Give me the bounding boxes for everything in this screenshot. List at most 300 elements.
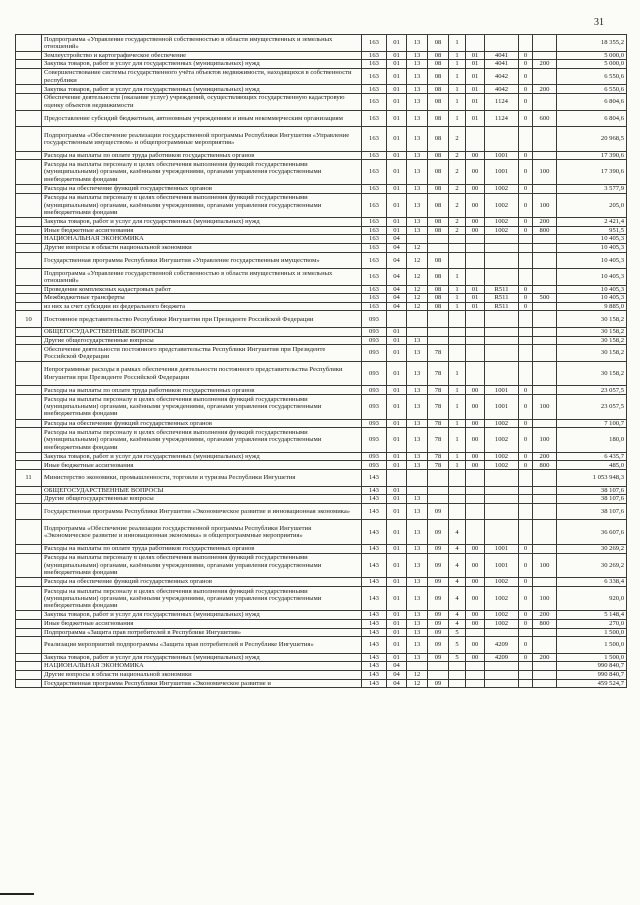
code-ministry: 143	[362, 470, 387, 487]
code-extra: 0	[519, 110, 533, 127]
code-expense-type: 100	[533, 395, 557, 420]
code-expense-type	[533, 93, 557, 110]
expense-name: Землеустройство и картографическое обеспечение	[42, 51, 362, 60]
expense-name: Государственная программа Республики Ингушетия «Экономическое развитие и	[42, 679, 362, 688]
row-number	[16, 269, 42, 286]
code-expense-type	[533, 486, 557, 495]
row-number	[16, 193, 42, 218]
expense-name: из них за счет субсидии из федерального бюджета	[42, 302, 362, 311]
code-ministry: 143	[362, 553, 387, 578]
code-program: 08	[428, 35, 449, 52]
code-program: 78	[428, 419, 449, 428]
table-row	[16, 127, 627, 152]
code-direction: 1002	[485, 452, 519, 461]
row-number	[16, 452, 42, 461]
code-program: 08	[428, 269, 449, 286]
code-program	[428, 243, 449, 252]
code-ministry: 143	[362, 637, 387, 654]
row-number	[16, 85, 42, 94]
code-direction: 1124	[485, 110, 519, 127]
code-section: 01	[387, 544, 407, 553]
code-expense-type	[533, 184, 557, 193]
row-number	[16, 520, 42, 545]
row-number	[16, 628, 42, 637]
amount: 1 500,0	[557, 637, 627, 654]
code-subprogram	[449, 495, 466, 504]
code-event	[466, 503, 485, 520]
row-number	[16, 51, 42, 60]
code-expense-type	[533, 302, 557, 311]
code-ministry: 163	[362, 252, 387, 269]
code-subsection: 12	[407, 243, 428, 252]
code-ministry: 093	[362, 345, 387, 362]
code-section: 01	[387, 637, 407, 654]
code-extra: 0	[519, 419, 533, 428]
row-number	[16, 586, 42, 611]
code-subsection: 13	[407, 611, 428, 620]
code-subsection: 13	[407, 160, 428, 185]
row-number	[16, 252, 42, 269]
code-extra: 0	[519, 226, 533, 235]
table-row	[16, 395, 627, 420]
code-expense-type: 200	[533, 653, 557, 662]
code-subprogram: 1	[449, 361, 466, 386]
code-ministry: 163	[362, 184, 387, 193]
row-number	[16, 495, 42, 504]
expense-name: Обеспечение деятельности (оказание услуг) учреждений, осуществляющих государственную кадастровую оценку объектов недвижимости	[42, 93, 362, 110]
table-row	[16, 218, 627, 227]
code-subprogram: 1	[449, 302, 466, 311]
code-section: 01	[387, 628, 407, 637]
amount: 3 577,9	[557, 184, 627, 193]
code-subprogram: 2	[449, 127, 466, 152]
code-direction	[485, 662, 519, 671]
row-number	[16, 679, 42, 688]
row-number	[16, 670, 42, 679]
table-row	[16, 470, 627, 487]
code-section: 01	[387, 553, 407, 578]
table-row	[16, 285, 627, 294]
code-subprogram: 1	[449, 419, 466, 428]
code-extra: 0	[519, 544, 533, 553]
code-extra	[519, 628, 533, 637]
code-ministry: 163	[362, 35, 387, 52]
code-section: 04	[387, 285, 407, 294]
code-section: 01	[387, 193, 407, 218]
code-subsection	[407, 328, 428, 337]
code-extra	[519, 495, 533, 504]
amount: 20 968,5	[557, 127, 627, 152]
code-extra	[519, 127, 533, 152]
code-ministry: 163	[362, 151, 387, 160]
code-extra: 0	[519, 461, 533, 470]
code-extra: 0	[519, 160, 533, 185]
code-direction	[485, 336, 519, 345]
code-event	[466, 345, 485, 362]
code-expense-type	[533, 679, 557, 688]
code-expense-type: 200	[533, 452, 557, 461]
table-row	[16, 235, 627, 244]
code-program: 08	[428, 160, 449, 185]
code-event	[466, 252, 485, 269]
code-subsection: 12	[407, 670, 428, 679]
code-subprogram: 1	[449, 93, 466, 110]
code-direction	[485, 235, 519, 244]
amount: 10 405,3	[557, 285, 627, 294]
code-section: 01	[387, 395, 407, 420]
table-row	[16, 110, 627, 127]
code-subprogram: 4	[449, 578, 466, 587]
code-subsection: 13	[407, 336, 428, 345]
code-expense-type	[533, 637, 557, 654]
code-subsection: 13	[407, 218, 428, 227]
code-direction	[485, 345, 519, 362]
code-program: 09	[428, 520, 449, 545]
code-subprogram: 1	[449, 386, 466, 395]
amount: 38 107,6	[557, 486, 627, 495]
table-row	[16, 611, 627, 620]
code-expense-type	[533, 386, 557, 395]
code-expense-type	[533, 628, 557, 637]
code-extra	[519, 328, 533, 337]
code-ministry: 143	[362, 503, 387, 520]
amount: 920,0	[557, 586, 627, 611]
code-subsection: 13	[407, 345, 428, 362]
code-direction: 1002	[485, 428, 519, 453]
code-program: 78	[428, 428, 449, 453]
code-program	[428, 235, 449, 244]
code-direction	[485, 670, 519, 679]
code-extra	[519, 345, 533, 362]
expense-name: Министерство экономики, промышленности, торговли и туризма Республики Ингушетия	[42, 470, 362, 487]
row-number	[16, 544, 42, 553]
code-extra: 0	[519, 586, 533, 611]
code-extra	[519, 311, 533, 328]
amount: 951,5	[557, 226, 627, 235]
code-program: 08	[428, 302, 449, 311]
code-direction	[485, 35, 519, 52]
code-section	[387, 311, 407, 328]
expense-name: Государственная программа Республики Ингушетия «Управление государственным имуществом»	[42, 252, 362, 269]
code-event: 00	[466, 419, 485, 428]
code-subsection: 13	[407, 461, 428, 470]
code-subsection: 13	[407, 93, 428, 110]
expense-name: Другие общегосударственные вопросы	[42, 336, 362, 345]
code-subprogram	[449, 336, 466, 345]
code-subprogram: 1	[449, 110, 466, 127]
code-subsection: 13	[407, 85, 428, 94]
code-expense-type: 800	[533, 226, 557, 235]
code-section: 01	[387, 578, 407, 587]
code-expense-type: 100	[533, 586, 557, 611]
code-program	[428, 486, 449, 495]
table-row	[16, 628, 627, 637]
code-ministry: 143	[362, 628, 387, 637]
table-row	[16, 160, 627, 185]
code-direction: 1124	[485, 93, 519, 110]
table-row	[16, 637, 627, 654]
code-program: 08	[428, 226, 449, 235]
expense-name: Подпрограмма «Защита прав потребителей в Республике Ингушетия»	[42, 628, 362, 637]
amount: 30 158,2	[557, 311, 627, 328]
amount: 1 500,0	[557, 628, 627, 637]
code-direction	[485, 311, 519, 328]
code-subsection	[407, 486, 428, 495]
code-ministry: 093	[362, 461, 387, 470]
row-number	[16, 184, 42, 193]
table-row	[16, 386, 627, 395]
code-direction: 1002	[485, 193, 519, 218]
code-event	[466, 520, 485, 545]
code-event	[466, 679, 485, 688]
code-extra: 0	[519, 637, 533, 654]
amount: 38 107,6	[557, 503, 627, 520]
code-ministry: 163	[362, 85, 387, 94]
code-ministry: 163	[362, 226, 387, 235]
code-event: 01	[466, 110, 485, 127]
code-ministry: 093	[362, 311, 387, 328]
code-expense-type: 200	[533, 218, 557, 227]
code-program: 08	[428, 127, 449, 152]
code-extra	[519, 662, 533, 671]
code-subprogram: 1	[449, 85, 466, 94]
code-direction: 1002	[485, 611, 519, 620]
code-expense-type	[533, 495, 557, 504]
code-expense-type: 200	[533, 60, 557, 69]
code-section: 01	[387, 328, 407, 337]
code-event: 00	[466, 461, 485, 470]
code-extra: 0	[519, 184, 533, 193]
code-program: 09	[428, 553, 449, 578]
row-number	[16, 285, 42, 294]
row-number	[16, 419, 42, 428]
code-expense-type	[533, 151, 557, 160]
code-subsection: 13	[407, 193, 428, 218]
code-direction: 1002	[485, 619, 519, 628]
code-subsection: 12	[407, 302, 428, 311]
code-extra: 0	[519, 294, 533, 303]
code-event: 01	[466, 285, 485, 294]
code-event	[466, 670, 485, 679]
code-subsection	[407, 470, 428, 487]
code-ministry: 163	[362, 110, 387, 127]
expense-name: НАЦИОНАЛЬНАЯ ЭКОНОМИКА	[42, 235, 362, 244]
code-ministry: 093	[362, 395, 387, 420]
code-section: 04	[387, 294, 407, 303]
code-event: 00	[466, 193, 485, 218]
expense-name: Совершенствование системы государственного учёта объектов недвижимости, находящихся в собственности республики	[42, 68, 362, 85]
code-ministry: 143	[362, 495, 387, 504]
amount: 6 804,6	[557, 110, 627, 127]
row-number	[16, 336, 42, 345]
table-row	[16, 302, 627, 311]
code-event: 01	[466, 93, 485, 110]
expense-name: Подпрограмма «Обеспечение реализации государственной программы Республики Ингушетия «Управление государственным имуществом» и общепрограммные мероприятия»	[42, 127, 362, 152]
code-event: 00	[466, 586, 485, 611]
row-number	[16, 243, 42, 252]
code-section: 01	[387, 226, 407, 235]
code-subsection: 13	[407, 127, 428, 152]
code-event	[466, 269, 485, 286]
code-subprogram: 1	[449, 269, 466, 286]
code-expense-type: 100	[533, 428, 557, 453]
code-subprogram: 1	[449, 461, 466, 470]
row-number	[16, 395, 42, 420]
row-number	[16, 226, 42, 235]
code-extra: 0	[519, 452, 533, 461]
code-ministry: 093	[362, 452, 387, 461]
code-ministry: 163	[362, 93, 387, 110]
code-expense-type	[533, 670, 557, 679]
code-section: 04	[387, 670, 407, 679]
row-number	[16, 662, 42, 671]
code-section: 04	[387, 243, 407, 252]
code-subprogram: 4	[449, 544, 466, 553]
code-extra: 0	[519, 653, 533, 662]
code-extra: 0	[519, 85, 533, 94]
table-row	[16, 252, 627, 269]
amount: 5 000,0	[557, 51, 627, 60]
table-row	[16, 184, 627, 193]
code-ministry: 143	[362, 662, 387, 671]
row-number	[16, 235, 42, 244]
row-number	[16, 60, 42, 69]
code-program: 08	[428, 85, 449, 94]
code-extra	[519, 269, 533, 286]
table-row	[16, 151, 627, 160]
code-expense-type	[533, 336, 557, 345]
code-extra: 0	[519, 51, 533, 60]
table-row	[16, 679, 627, 688]
amount: 30 269,2	[557, 553, 627, 578]
code-program	[428, 495, 449, 504]
code-section: 01	[387, 520, 407, 545]
code-event: 01	[466, 294, 485, 303]
code-subprogram: 1	[449, 294, 466, 303]
code-ministry: 143	[362, 520, 387, 545]
code-subsection: 13	[407, 428, 428, 453]
code-subprogram	[449, 243, 466, 252]
code-subsection: 13	[407, 226, 428, 235]
code-subsection: 13	[407, 110, 428, 127]
code-event: 00	[466, 218, 485, 227]
code-expense-type	[533, 235, 557, 244]
code-event: 01	[466, 68, 485, 85]
code-direction: 1001	[485, 160, 519, 185]
expense-name: Иные бюджетные ассигнования	[42, 461, 362, 470]
code-program: 78	[428, 345, 449, 362]
code-section: 01	[387, 653, 407, 662]
code-subprogram: 2	[449, 151, 466, 160]
code-program: 08	[428, 60, 449, 69]
expense-name: Иные бюджетные ассигнования	[42, 226, 362, 235]
code-subprogram: 1	[449, 395, 466, 420]
row-number	[16, 461, 42, 470]
code-program: 08	[428, 51, 449, 60]
code-expense-type	[533, 662, 557, 671]
expense-name: Реализация мероприятий подпрограммы «Защита прав потребителей в Республике Ингушетия»	[42, 637, 362, 654]
code-extra: 0	[519, 553, 533, 578]
code-program	[428, 470, 449, 487]
row-number	[16, 611, 42, 620]
table-row	[16, 193, 627, 218]
table-row	[16, 60, 627, 69]
code-extra	[519, 486, 533, 495]
row-number	[16, 361, 42, 386]
code-direction: 4209	[485, 653, 519, 662]
code-direction: 4209	[485, 637, 519, 654]
code-ministry: 163	[362, 285, 387, 294]
amount: 485,0	[557, 461, 627, 470]
code-direction: 1001	[485, 151, 519, 160]
code-subprogram: 4	[449, 520, 466, 545]
code-program: 09	[428, 628, 449, 637]
code-subprogram	[449, 503, 466, 520]
code-subsection: 13	[407, 51, 428, 60]
amount: 459 524,7	[557, 679, 627, 688]
code-section: 01	[387, 35, 407, 52]
expense-name: Расходы на обеспечение функций государственных органов	[42, 184, 362, 193]
code-direction	[485, 470, 519, 487]
code-expense-type	[533, 35, 557, 52]
row-number	[16, 218, 42, 227]
code-section: 01	[387, 110, 407, 127]
code-subsection: 12	[407, 269, 428, 286]
code-expense-type: 100	[533, 193, 557, 218]
code-program	[428, 670, 449, 679]
code-subprogram	[449, 662, 466, 671]
amount: 17 390,6	[557, 160, 627, 185]
amount: 38 107,6	[557, 495, 627, 504]
table-row	[16, 93, 627, 110]
amount: 990 840,7	[557, 670, 627, 679]
code-section: 01	[387, 93, 407, 110]
code-section: 01	[387, 586, 407, 611]
code-section: 04	[387, 252, 407, 269]
code-direction: 1002	[485, 419, 519, 428]
code-program: 09	[428, 637, 449, 654]
code-extra: 0	[519, 578, 533, 587]
expense-name: Подпрограмма «Обеспечение реализации государственной программы Республики Ингушетия «Экономическое развитие и инновационная экономика» и общепрограммные мероприятия»	[42, 520, 362, 545]
code-event: 00	[466, 637, 485, 654]
code-subprogram: 4	[449, 586, 466, 611]
code-event: 00	[466, 553, 485, 578]
code-subsection: 13	[407, 395, 428, 420]
expense-name: Закупка товаров, работ и услуг для государственных (муниципальных) нужд	[42, 653, 362, 662]
row-number	[16, 386, 42, 395]
table-row	[16, 361, 627, 386]
code-expense-type	[533, 51, 557, 60]
code-event: 01	[466, 60, 485, 69]
code-subsection: 13	[407, 386, 428, 395]
expense-name: Государственная программа Республики Ингушетия «Экономическое развитие и инновационная экономика»	[42, 503, 362, 520]
code-subprogram: 2	[449, 218, 466, 227]
code-ministry: 163	[362, 218, 387, 227]
code-section	[387, 470, 407, 487]
code-direction	[485, 495, 519, 504]
code-direction: 1001	[485, 553, 519, 578]
code-direction	[485, 252, 519, 269]
code-ministry: 143	[362, 611, 387, 620]
code-expense-type: 600	[533, 110, 557, 127]
code-subprogram: 1	[449, 68, 466, 85]
code-event	[466, 311, 485, 328]
code-expense-type	[533, 503, 557, 520]
code-section: 01	[387, 336, 407, 345]
code-subsection: 13	[407, 60, 428, 69]
code-event: 00	[466, 184, 485, 193]
code-expense-type	[533, 361, 557, 386]
